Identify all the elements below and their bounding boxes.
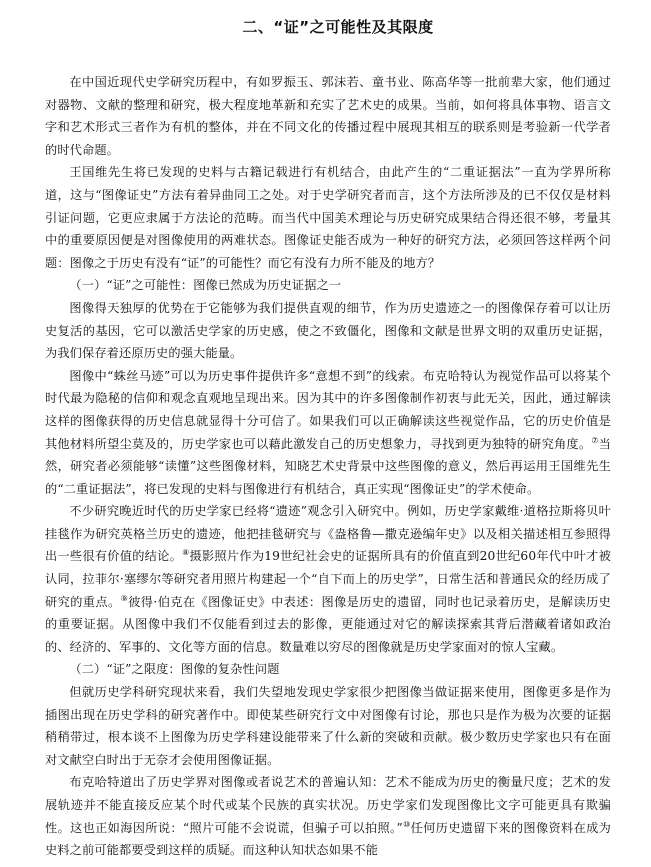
subsection-1-heading: （一）“证”之可能性：图像已然成为历史证据之一 <box>69 278 342 293</box>
footnote-marker: ⑨ <box>120 593 129 603</box>
footnote-marker: ⑧ <box>182 548 190 558</box>
subsection-2-paragraph-1: 但就历史学科研究现状来看，我们失望地发现史学家很少把图像当做证据来使用，图像更多是作为插图出现在历史学科的研究著作中。即使某些研究行文中对图像有讨论，那也只是作为极为次要的证据稍稍带过，根本谈不上图像为历史学科建设能带来了什么新的突破和贡献。极少数历史学家也只有在面对文献空白时出于无奈才会使用图像证据。 <box>45 685 611 767</box>
subsection-2-paragraph-2 <box>45 771 611 861</box>
subsection-1-paragraph-2 <box>45 365 611 501</box>
paragraph-text: 任何历史遗留下来的图像资料在成为史料之前可能都要受到这样的质疑。而这种认知状态如果不能 <box>45 820 611 858</box>
subsection-1-paragraph-3 <box>45 500 611 658</box>
subsection-1-paragraph-1: 图像得天独厚的优势在于它能够为我们提供直观的细节，作为历史遗迹之一的图像保存着可以让历史复活的基因，它可以激活史学家的历史感，使之不致僵化，图像和文献是世界文明的双重历史证据，为我们保存着还原历史的强大能量。 <box>45 300 611 361</box>
intro-paragraph-1: 在中国近现代史学研究历程中，有如罗振玉、郭沫若、童书业、陈高华等一批前辈大家，他们通过对器物、文献的整理和研究，极大程度地革新和充实了艺术史的成果。当前，如何将具体事物、语言文字和艺术形式三者作为有机的整体，并在不同文化的传播过程中展现其相互的联系则是考验新一代学者的时代命题。 <box>45 75 611 157</box>
footnote-marker: ⑩ <box>402 819 411 829</box>
paragraph-text: 彼得·伯克在《图像证史》中表述：图像是历史的遗留，同时也记录着历史，是解读历史的重要证据。从图像中我们不仅能看到过去的影像，更能通过对它的解读探索其背后潜藏着诸如政治的、经济的、军事的、文化等方面的信息。数量难以穷尽的图像就是历史学家面对的惊人宝藏。 <box>45 594 612 654</box>
paragraph-text: 布克哈特道出了历史学界对图像或者说艺术的普遍认知：艺术不能成为历史的衡量尺度；艺术的发展轨迹并不能直接反应某个时代或某个民族的真实状况。历史学家们发现图像比文字可能更具有欺骗性。这也正如海因所说：“照片可能不会说谎，但骗子可以拍照。” <box>45 775 611 835</box>
paragraph-text: 不少研究晚近时代的历史学家已经将“遗迹”观念引入研究中。例如，历史学家戴维·道格拉斯将贝叶挂毯作为研究英格兰历史的遗迹，他把挂毯研究与《盎格鲁—撒克逊编年史》以及相关描述相互参照得出一些很有价值的结论。 <box>45 504 611 564</box>
paragraph-text: 图像中“蛛丝马迹”可以为历史事件提供许多“意想不到”的线索。布克哈特认为视觉作品可以将某个时代最为隐秘的信仰和观念直观地呈现出来。因为其中的许多图像制作初衷与此无关，因此，通过解读这样的图像获得的历史信息就显得十分可信了。如果我们可以正确解读这些视觉作品，它的历史价值是其他材料所望尘莫及的，历史学家也可以藉此激发自己的历史想象力，寻找到更为独特的研究角度。 <box>45 368 611 451</box>
subsection-2-heading: （二）“证”之限度：图像的复杂性问题 <box>69 662 280 677</box>
paragraph-text: 当然，研究者必须能够“读懂”这些图像材料，知晓艺术史背景中这些图像的意义，然后再运用王国维先生的“二重证据法”，将已发现的史料与图像进行有机结合，真正实现“图像证史”的学术使命。 <box>45 436 611 496</box>
section-title: 二、“证”之可能性及其限度 <box>242 18 434 36</box>
intro-paragraph-2: 王国维先生将已发现的史料与古籍记载进行有机结合，由此产生的“二重证据法”一直为学界所称道，这与“图像证史”方法有着异曲同工之处。对于史学研究者而言，这个方法所涉及的已不仅仅是材料引证问题，它更应隶属于方法论的范畴。而当代中国美术理论与历史研究成果结合得还很不够，考量其中的重要原因便是对图像使用的两难状态。图像证史能否成为一种好的研究方法，必须回答这样两个问题：图像之于历史有没有“证”的可能性？而它有没有力所不能及的地方？ <box>45 165 611 270</box>
footnote-marker: ⑦ <box>591 435 599 445</box>
paragraph-text: 摄影照片作为19世纪社会史的证据所具有的价值直到20世纪60年代中叶才被认同，拉菲尔·塞缪尔等研究者用照片构建起一个“自下而上的历史学”，日常生活和普通民众的经历成了研究的重点。 <box>45 549 611 609</box>
